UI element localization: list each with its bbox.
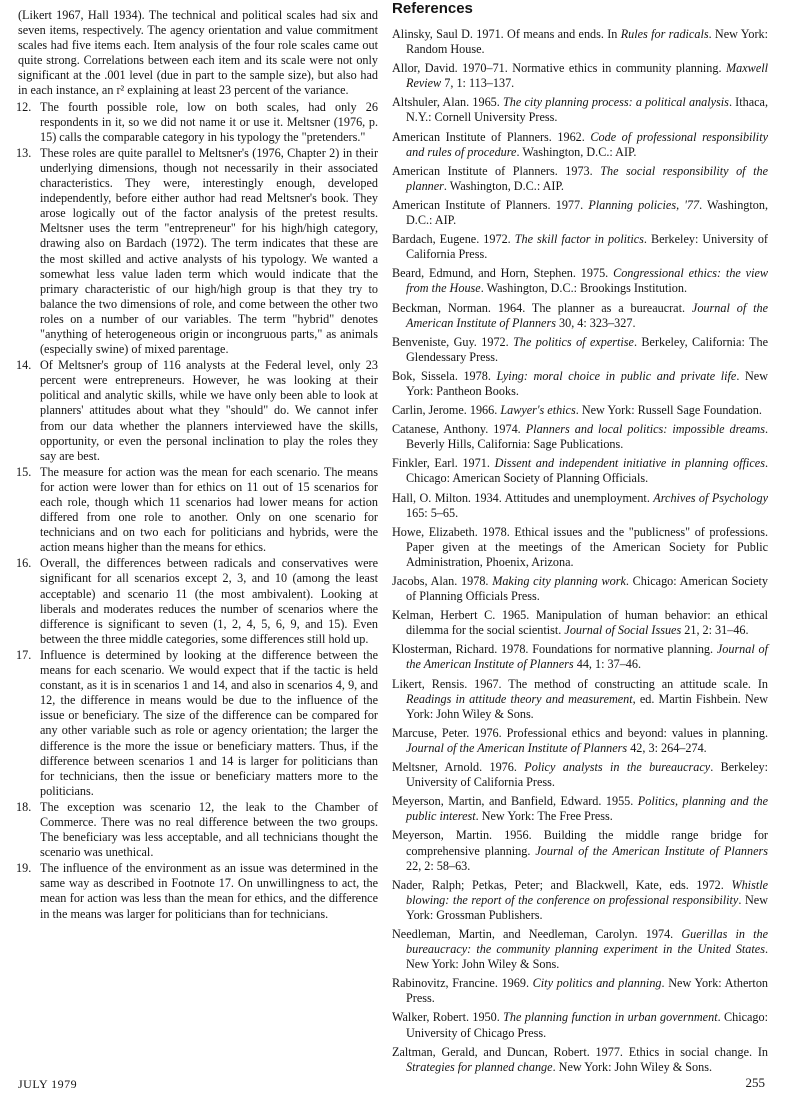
reference-entry — [392, 760, 768, 790]
reference-text: . Ithaca, N.Y.: Cornell University Press. — [406, 95, 768, 125]
reference-title: Journal of the American Institute of Planners — [535, 843, 768, 858]
footnote-text: Influence is determined by looking at the difference between the means for each scenario. We would expect that if the tactic is held constant, as it is in scenarios 1 and 14, and also in scenarios 4, 9, and 12, the difference in means would be due to the influence of the issue or beneficiary. The size of the difference can be compared for any other variable such as role or agency orientation; the larger the difference is the more the issue or beneficiary matters. Thus, if the difference between scenarios 1 and 14 is larger for politicians than for technicians, then the issue or beneficiary matters more to the politicians. — [40, 647, 378, 798]
reference-title: Journal of the American Institute of Planners — [406, 300, 768, 330]
reference-entry — [392, 456, 768, 486]
reference-title: Lawyer's ethics — [500, 403, 576, 418]
footnote-item — [18, 358, 378, 464]
reference-text: . New York: Grossman Publishers. — [406, 892, 769, 922]
reference-title: The social responsibility of the planner — [406, 163, 768, 193]
reference-title: Rules for radicals — [620, 27, 709, 41]
footnote-item — [18, 100, 378, 145]
reference-text: American Institute of Planners. 1977. — [392, 197, 589, 212]
reference-title: Strategies for planned change — [406, 1059, 553, 1074]
reference-text: Likert, Rensis. 1967. The method of constructing an attitude scale. In — [392, 676, 768, 691]
reference-entry — [392, 642, 768, 672]
reference-title: Guerillas in the bureaucracy: the community planning experiment in the United States — [406, 926, 768, 957]
reference-title: The politics of expertise — [513, 334, 634, 349]
reference-text: American Institute of Planners. 1973. — [392, 163, 601, 178]
reference-text: 7, 1: 113–137. — [441, 76, 515, 91]
reference-text: Marcuse, Peter. 1976. Professional ethics and beyond: values in planning. — [392, 725, 768, 740]
reference-entry — [392, 61, 768, 91]
reference-text: 165: 5–65. — [406, 505, 459, 520]
reference-title: Journal of the American Institute of Planners — [406, 642, 768, 672]
reference-entry — [392, 266, 768, 296]
reference-text: Beard, Edmund, and Horn, Stephen. 1975. — [392, 266, 614, 281]
reference-text: 21, 2: 31–46. — [681, 623, 749, 638]
footnote-item — [18, 648, 378, 799]
reference-title: City politics and planning — [532, 976, 662, 991]
reference-title: Lying: moral choice in public and private life — [496, 368, 737, 383]
footnote-number: 14. — [16, 358, 32, 373]
reference-text: Needleman, Martin, and Needleman, Carolyn. 1974. — [392, 926, 682, 941]
reference-text: . New York: Pantheon Books. — [406, 368, 768, 398]
reference-text: Howe, Elizabeth. 1978. Ethical issues and the "publicness" of professions. Paper given at the meetings of the American Society for Public Administration, Phoenix, Arizona. — [392, 524, 768, 569]
footnote-number: 18. — [16, 799, 32, 814]
reference-title: Making city planning work — [492, 574, 626, 588]
reference-text: Bok, Sissela. 1978. — [392, 368, 497, 383]
footnote-item — [18, 556, 378, 647]
reference-entry — [392, 198, 768, 228]
issue-date: JULY 1979 — [18, 1077, 78, 1091]
reference-entry — [392, 726, 768, 756]
reference-text: Altshuler, Alan. 1965. — [392, 95, 504, 110]
reference-list — [392, 27, 768, 1075]
reference-title: Dissent and independent initiative in planning offices — [494, 456, 765, 471]
reference-entry — [392, 95, 768, 125]
reference-text: Catanese, Anthony. 1974. — [392, 422, 526, 437]
reference-text: Meyerson, Martin, and Banfield, Edward. 1955. — [392, 794, 638, 809]
reference-entry — [392, 525, 768, 570]
footnote-number: 12. — [16, 99, 32, 114]
footnote-item — [18, 146, 378, 357]
reference-entry — [392, 976, 768, 1006]
footnote-text: Overall, the differences between radicals and conservatives were significant for all scenarios except 2, 3, and 10 (among the least acceptable) and scenario 11 (the most ambivalent). Looking at liberals and moderates reduces the number of scenarios where the difference is significant to seven (1, 2, 4, 5, 6, 9, and 15). Even between the three middle categories, some differences still hold up. — [40, 556, 378, 646]
footnote-number: 15. — [16, 464, 32, 479]
reference-text: , ed. Martin Fishbein. New York: John Wiley & Sons. — [406, 691, 768, 721]
footnote-item — [18, 465, 378, 556]
reference-text: American Institute of Planners. 1962. — [392, 129, 591, 144]
reference-title: Code of professional responsibility and rules of procedure — [406, 129, 768, 159]
reference-entry — [392, 422, 768, 452]
footnotes-column — [18, 8, 378, 923]
reference-text: Carlin, Jerome. 1966. — [392, 403, 501, 418]
reference-text: Bardach, Eugene. 1972. — [392, 232, 515, 247]
reference-text: Nader, Ralph; Petkas, Peter; and Blackwell, Kate, eds. 1972. — [392, 877, 732, 892]
references-column — [392, 0, 768, 1079]
footnote-number: 16. — [16, 556, 32, 571]
reference-entry — [392, 369, 768, 399]
footnote-text: The measure for action was the mean for each scenario. The means for action were lower than for ethics on 11 out of 15 scenarios for each role, though which 11 scenarios had lower means for action differed from one role to another. Only on one scenario for technicians and on two each for politicians and hybrids, were the action means higher than the means for ethics. — [40, 464, 378, 555]
reference-text: Kelman, Herbert C. 1965. Manipulation of human behavior: an ethical dilemma for the social scientist. — [392, 608, 768, 638]
reference-entry — [392, 794, 768, 824]
reference-title: Politics, planning and the public interest — [406, 794, 768, 824]
reference-text: 42, 3: 264–274. — [627, 740, 707, 755]
reference-title: Whistle blowing: the report of the conference on professional responsibility — [406, 877, 768, 907]
reference-text: . New York: Random House. — [406, 27, 769, 57]
reference-entry — [392, 608, 768, 638]
reference-text: . Berkeley, California: The Glendessary Press. — [406, 334, 768, 364]
reference-text: . Berkeley: University of California Press. — [406, 760, 768, 790]
footnote-number: 13. — [16, 145, 32, 160]
reference-title: The city planning process: a political analysis — [503, 95, 729, 110]
reference-title: The skill factor in politics — [514, 232, 644, 247]
reference-text: Alinsky, Saul D. 1971. Of means and ends. In — [392, 27, 621, 41]
reference-entry — [392, 1010, 768, 1040]
reference-text: 44, 1: 37–46. — [573, 657, 642, 672]
footnote-list — [18, 100, 378, 922]
reference-entry — [392, 301, 768, 331]
reference-title: Planning policies, '77 — [588, 197, 700, 212]
reference-title: Journal of the American Institute of Planners — [406, 740, 628, 755]
reference-text: Klosterman, Richard. 1978. Foundations for normative planning. — [392, 642, 717, 657]
reference-text: 30, 4: 323–327. — [555, 315, 636, 330]
reference-entry — [392, 574, 768, 604]
reference-text: Zaltman, Gerald, and Duncan, Robert. 1977. Ethics in social change. In — [392, 1044, 768, 1059]
reference-entry — [392, 232, 768, 262]
reference-text: . Washington, D.C.: AIP. — [443, 178, 564, 193]
reference-text: Finkler, Earl. 1971. — [392, 456, 495, 471]
footnote-item — [18, 800, 378, 860]
reference-text: Beckman, Norman. 1964. The planner as a bureaucrat. — [392, 300, 692, 315]
reference-title: Maxwell Review — [406, 61, 768, 91]
reference-entry — [392, 828, 768, 873]
reference-text: . New York: Atherton Press. — [406, 976, 769, 1006]
footnote-continuation: (Likert 1967, Hall 1934). The technical and political scales had six and seven items, respectively. The agency orientation and value commitment scales had five items each. Item analysis of the four role scales came out quite strong. Correlations between each item and its scale were not only significant at the .001 level (due in part to the sample size), but also had in each instance, an r² explaining at least 23 percent of the variance. — [18, 8, 378, 98]
reference-text: . Chicago: American Society of Planning Officials Press. — [406, 574, 769, 604]
reference-text: . New York: Russell Sage Foundation. — [575, 403, 762, 418]
reference-entry — [392, 335, 768, 365]
footnote-text: The influence of the environment as an issue was determined in the same way as described in Footnote 17. On unwillingness to act, the mean for action was less than the mean for ethics, and the difference in the means was larger for politicians than for technicians. — [40, 861, 378, 921]
reference-text: . Berkeley: University of California Press. — [406, 232, 768, 262]
reference-text: Walker, Robert. 1950. — [392, 1010, 504, 1025]
references-heading: References — [392, 0, 473, 17]
reference-title: Journal of Social Issues — [564, 623, 682, 638]
reference-text: Jacobs, Alan. 1978. — [392, 574, 493, 588]
footnote-text: Of Meltsner's group of 116 analysts at the Federal level, only 23 percent were entrepreneurs. However, he was looking at their political and analytic skills, while we have only been able to look at planners' attitudes about what they "should" do. We cannot infer from our data whether the planners interviewed have the skills, opportunity, or even the personal inclination to play the roles they say are best. — [40, 358, 378, 463]
reference-entry — [392, 677, 768, 722]
reference-title: Readings in attitude theory and measurement — [406, 691, 633, 706]
reference-entry — [392, 403, 768, 418]
reference-text: Allor, David. 1970–71. Normative ethics in community planning. — [392, 61, 727, 76]
page-number: 255 — [745, 1075, 765, 1090]
reference-entry — [392, 1045, 768, 1075]
reference-text: . New York: John Wiley & Sons. — [552, 1059, 713, 1074]
footnote-text: The exception was scenario 12, the leak to the Chamber of Commerce. There was no real difference between the two groups. The beneficiary was less acceptable, and all technicians thought the scenario was unethical. — [40, 799, 378, 860]
reference-title: Planners and local politics: impossible dreams — [525, 422, 765, 437]
reference-title: Archives of Psychology — [653, 490, 768, 505]
footnote-text: These roles are quite parallel to Meltsner's (1976, Chapter 2) in their underlying dimensions, though not necessarily in their associated characteristics. They were, interestingly enough, developed independently, before either author had read Meltsner's book. They arose logically out of the factor analysis of the pretest results. Meltsner uses the term "entrepreneur" for his high/high category, drawing also on Bardach (1972). The term indicates that these are the most skilled and active analysts of his typology. We wanted a somewhat less value laden term which would indicate that the primary characteristic of our high/high group is that they try to balance the two dimensions of role, and come between the other two roles on a number of our variables. The term "hybrid" denotes "anything of heterogeneous origin or incongruous parts," as animals (especially swine) of mixed parentage. — [40, 145, 378, 357]
reference-title: Congressional ethics: the view from the House — [406, 266, 769, 296]
reference-entry — [392, 130, 768, 160]
reference-text: . New York: The Free Press. — [475, 809, 613, 824]
reference-text: . Chicago: American Society of Planning Officials. — [406, 456, 768, 486]
reference-text: 22, 2: 58–63. — [406, 858, 471, 873]
reference-text: Rabinovitz, Francine. 1969. — [392, 976, 533, 991]
reference-text: . Washington, D.C.: AIP. — [406, 197, 769, 228]
reference-entry — [392, 927, 768, 972]
footnote-number: 17. — [16, 647, 32, 662]
reference-text: Hall, O. Milton. 1934. Attitudes and unemployment. — [392, 490, 654, 505]
reference-entry — [392, 27, 768, 57]
reference-text: . Chicago: University of Chicago Press. — [406, 1010, 768, 1040]
reference-text: Meltsner, Arnold. 1976. — [392, 760, 525, 775]
reference-text: . Beverly Hills, California: Sage Publications. — [406, 422, 768, 452]
reference-text: Benveniste, Guy. 1972. — [392, 334, 514, 349]
reference-title: Policy analysts in the bureaucracy — [524, 760, 711, 775]
footnote-item — [18, 861, 378, 921]
reference-title: The planning function in urban government — [503, 1010, 718, 1025]
reference-entry — [392, 878, 768, 923]
footnote-text: The fourth possible role, low on both scales, had only 26 respondents in it, so we did not name it or use it. Meltsner (1976, p. 15) calls the comparable category in his typology the "pretenders." — [40, 99, 378, 144]
reference-text: . Washington, D.C.: Brookings Institution. — [480, 281, 688, 296]
reference-text: . New York: John Wiley & Sons. — [406, 942, 768, 972]
reference-text: . Washington, D.C.: AIP. — [516, 144, 637, 159]
reference-entry — [392, 164, 768, 194]
reference-text: Meyerson, Martin. 1956. Building the middle range bridge for comprehensive planning. — [392, 828, 768, 858]
footnote-number: 19. — [16, 861, 32, 876]
reference-entry — [392, 491, 768, 521]
